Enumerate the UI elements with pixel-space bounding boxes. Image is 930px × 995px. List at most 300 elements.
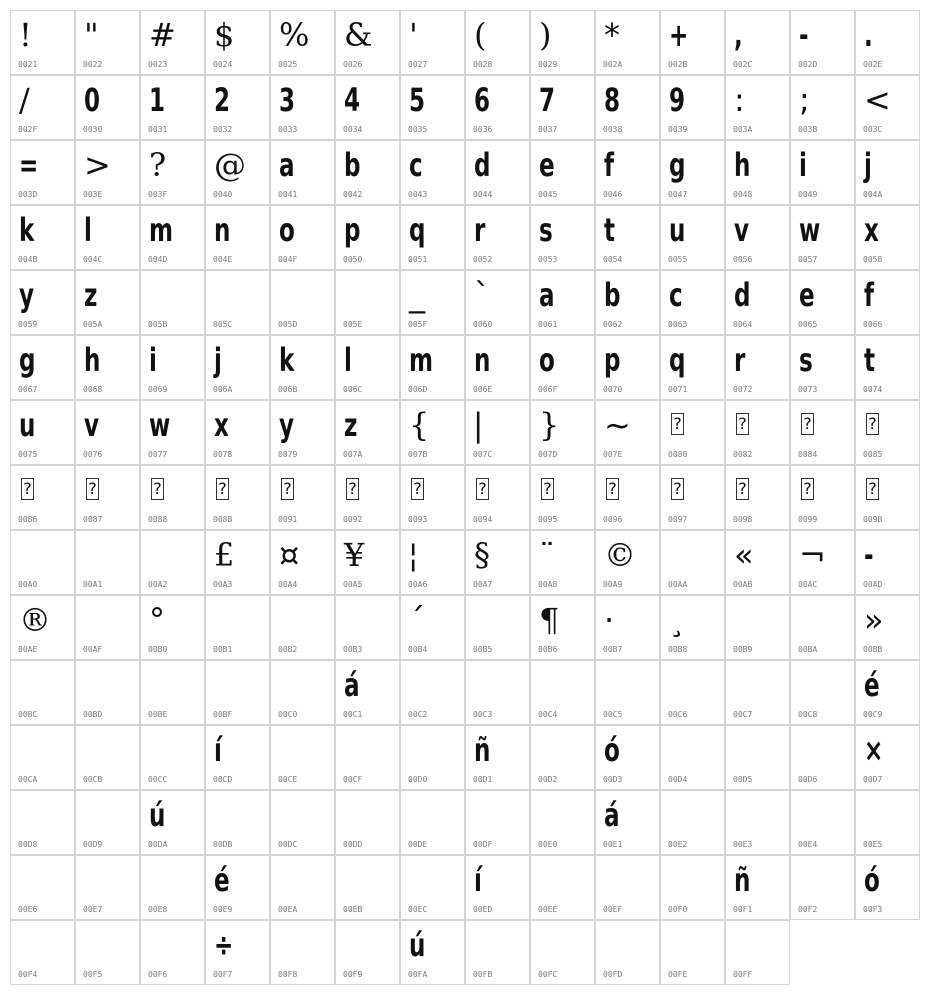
glyph-codepoint: 0034 (343, 125, 363, 134)
glyph-cell (595, 10, 660, 75)
glyph-sample: t (604, 211, 616, 249)
glyph-codepoint: 0041 (278, 190, 298, 199)
glyph-cell (140, 790, 205, 855)
glyph-cell (205, 205, 270, 270)
glyph-cell (10, 335, 75, 400)
glyph-sample: u (19, 406, 36, 444)
glyph-codepoint: 00C8 (798, 710, 818, 719)
glyph-sample: ÷ (214, 926, 234, 964)
glyph-cell (400, 335, 465, 400)
missing-glyph-box: ? (346, 478, 359, 500)
glyph-codepoint: 00DD (343, 840, 363, 849)
glyph-sample: í (474, 861, 482, 899)
glyph-codepoint: 0040 (213, 190, 233, 199)
glyph-sample: u (669, 211, 686, 249)
glyph-sample: n (214, 211, 231, 249)
glyph-codepoint: 0051 (408, 255, 428, 264)
glyph-cell (10, 140, 75, 205)
glyph-sample: · (604, 601, 615, 639)
glyph-cell (725, 530, 790, 595)
glyph-cell (270, 205, 335, 270)
glyph-codepoint: 00FC (538, 970, 558, 979)
glyph-codepoint: 005B (148, 320, 168, 329)
glyph-cell (660, 270, 725, 335)
glyph-sample: f (604, 146, 615, 184)
glyph-sample: y (19, 276, 35, 314)
glyph-codepoint: 00F6 (148, 970, 168, 979)
glyph-cell (465, 465, 530, 530)
glyph-codepoint: 006C (343, 385, 363, 394)
glyph-codepoint: 0024 (213, 60, 233, 69)
glyph-codepoint: 00CD (213, 775, 233, 784)
glyph-sample: § (474, 536, 490, 574)
glyph-cell (270, 595, 335, 660)
glyph-codepoint: 00CB (83, 775, 103, 784)
glyph-codepoint: 0042 (343, 190, 363, 199)
glyph-cell (660, 790, 725, 855)
glyph-codepoint: 007E (603, 450, 623, 459)
glyph-codepoint: 0060 (473, 320, 493, 329)
glyph-cell (75, 920, 140, 985)
glyph-codepoint: 00D6 (798, 775, 818, 784)
glyph-sample: c (669, 276, 683, 314)
glyph-cell (530, 920, 595, 985)
glyph-codepoint: 00D1 (473, 775, 493, 784)
glyph-cell (75, 10, 140, 75)
glyph-cell (465, 595, 530, 660)
glyph-cell (660, 75, 725, 140)
glyph-cell (790, 205, 855, 270)
glyph-sample: d (734, 276, 751, 314)
glyph-sample: k (279, 341, 295, 379)
glyph-codepoint: 0071 (668, 385, 688, 394)
glyph-cell (790, 270, 855, 335)
glyph-sample: j (214, 341, 222, 379)
glyph-codepoint: 00F0 (668, 905, 688, 914)
glyph-cell (75, 140, 140, 205)
glyph-codepoint: 00FE (668, 970, 688, 979)
glyph-sample: < (864, 81, 891, 119)
missing-glyph-box: ? (281, 478, 294, 500)
glyph-sample: a (539, 276, 555, 314)
glyph-cell (205, 400, 270, 465)
glyph-cell (10, 725, 75, 790)
glyph-sample: t (864, 341, 876, 379)
glyph-codepoint: 0026 (343, 60, 363, 69)
glyph-cell (140, 75, 205, 140)
glyph-codepoint: 00C0 (278, 710, 298, 719)
glyph-cell (335, 400, 400, 465)
glyph-codepoint: 00C2 (408, 710, 428, 719)
glyph-codepoint: 0027 (408, 60, 428, 69)
glyph-cell (595, 205, 660, 270)
glyph-cell (270, 855, 335, 920)
glyph-codepoint: 00D8 (18, 840, 38, 849)
glyph-cell (10, 400, 75, 465)
glyph-codepoint: 005D (278, 320, 298, 329)
glyph-codepoint: 00ED (473, 905, 493, 914)
glyph-cell (335, 855, 400, 920)
glyph-sample: = (19, 146, 39, 184)
glyph-cell (595, 400, 660, 465)
glyph-cell (530, 465, 595, 530)
glyph-codepoint: 0035 (408, 125, 428, 134)
glyph-cell (465, 790, 530, 855)
glyph-cell (75, 400, 140, 465)
glyph-codepoint: 00CA (18, 775, 38, 784)
glyph-codepoint: 00F4 (18, 970, 38, 979)
glyph-codepoint: 0080 (668, 450, 688, 459)
glyph-codepoint: 00E8 (148, 905, 168, 914)
glyph-codepoint: 0078 (213, 450, 233, 459)
glyph-codepoint: 0094 (473, 515, 493, 524)
glyph-cell (660, 660, 725, 725)
glyph-cell (790, 10, 855, 75)
missing-glyph-box: ? (86, 478, 99, 500)
glyph-codepoint: 00EB (343, 905, 363, 914)
glyph-cell (725, 595, 790, 660)
glyph-cell (270, 335, 335, 400)
glyph-sample: r (734, 341, 746, 379)
glyph-codepoint: 0093 (408, 515, 428, 524)
missing-glyph-box: ? (736, 478, 749, 500)
glyph-cell (10, 595, 75, 660)
glyph-codepoint: 00B5 (473, 645, 493, 654)
glyph-sample: ; (799, 81, 810, 119)
glyph-sample: - (864, 536, 874, 574)
glyph-codepoint: 00C1 (343, 710, 363, 719)
glyph-cell (855, 75, 920, 140)
glyph-sample: + (669, 16, 689, 54)
glyph-cell (530, 270, 595, 335)
missing-glyph-box: ? (671, 413, 684, 435)
glyph-cell (400, 530, 465, 595)
glyph-cell (855, 335, 920, 400)
glyph-cell (530, 790, 595, 855)
glyph-sample: 5 (409, 81, 426, 119)
glyph-codepoint: 0058 (863, 255, 883, 264)
glyph-sample: i (799, 146, 807, 184)
glyph-cell (725, 400, 790, 465)
glyph-sample: 8 (604, 81, 621, 119)
glyph-codepoint: 00B4 (408, 645, 428, 654)
glyph-cell (465, 920, 530, 985)
glyph-sample: x (864, 211, 879, 249)
glyph-codepoint: 00C9 (863, 710, 883, 719)
glyph-cell (595, 855, 660, 920)
glyph-sample: ¸ (669, 601, 685, 639)
glyph-sample: ° (149, 601, 165, 639)
glyph-sample: í (214, 731, 222, 769)
glyph-codepoint: 00AE (18, 645, 38, 654)
glyph-cell (205, 140, 270, 205)
glyph-codepoint: 004E (213, 255, 233, 264)
glyph-cell (270, 530, 335, 595)
glyph-codepoint: 00DE (408, 840, 428, 849)
glyph-sample: d (474, 146, 491, 184)
glyph-cell (400, 790, 465, 855)
glyph-cell (400, 400, 465, 465)
glyph-sample: ó (864, 861, 880, 899)
glyph-codepoint: 00D7 (863, 775, 883, 784)
glyph-sample: é (864, 666, 880, 704)
glyph-sample: 0 (84, 81, 101, 119)
glyph-codepoint: 00DF (473, 840, 493, 849)
glyph-cell (140, 660, 205, 725)
glyph-cell (270, 920, 335, 985)
missing-glyph-box: ? (606, 478, 619, 500)
glyph-cell (855, 660, 920, 725)
glyph-sample: } (539, 406, 560, 444)
glyph-cell (75, 465, 140, 530)
glyph-codepoint: 00D4 (668, 775, 688, 784)
glyph-sample: ~ (604, 406, 631, 444)
glyph-codepoint: 004F (278, 255, 298, 264)
glyph-sample: ñ (734, 861, 751, 899)
glyph-codepoint: 0068 (83, 385, 103, 394)
glyph-codepoint: 00DB (213, 840, 233, 849)
glyph-cell (140, 10, 205, 75)
glyph-cell (270, 270, 335, 335)
glyph-cell (75, 595, 140, 660)
glyph-cell (270, 10, 335, 75)
glyph-codepoint: 00A3 (213, 580, 233, 589)
glyph-cell (790, 530, 855, 595)
glyph-cell (75, 270, 140, 335)
glyph-codepoint: 00B8 (668, 645, 688, 654)
missing-glyph-box: ? (671, 478, 684, 500)
glyph-cell (530, 595, 595, 660)
glyph-codepoint: 00EC (408, 905, 428, 914)
glyph-cell (205, 595, 270, 660)
glyph-cell (75, 660, 140, 725)
glyph-cell (530, 530, 595, 595)
glyph-sample: h (84, 341, 101, 379)
glyph-codepoint: 0055 (668, 255, 688, 264)
glyph-codepoint: 002F (18, 125, 38, 134)
glyph-codepoint: 0033 (278, 125, 298, 134)
glyph-cell (140, 465, 205, 530)
glyph-cell (595, 725, 660, 790)
glyph-codepoint: 00CC (148, 775, 168, 784)
glyph-sample: v (84, 406, 100, 444)
glyph-cell (855, 530, 920, 595)
missing-glyph-box: ? (801, 478, 814, 500)
glyph-cell (140, 530, 205, 595)
glyph-codepoint: 0085 (863, 450, 883, 459)
glyph-sample: . (864, 16, 873, 54)
glyph-sample: o (539, 341, 555, 379)
glyph-codepoint: 00C3 (473, 710, 493, 719)
glyph-codepoint: 00F1 (733, 905, 753, 914)
glyph-codepoint: 005C (213, 320, 233, 329)
glyph-cell (400, 595, 465, 660)
glyph-cell (140, 855, 205, 920)
glyph-cell (660, 400, 725, 465)
glyph-sample: 7 (539, 81, 556, 119)
glyph-cell (205, 725, 270, 790)
glyph-sample: c (409, 146, 423, 184)
glyph-sample: w (149, 406, 171, 444)
glyph-codepoint: 00E7 (83, 905, 103, 914)
glyph-cell (400, 10, 465, 75)
glyph-cell (660, 335, 725, 400)
glyph-sample: ó (604, 731, 620, 769)
glyph-sample: ú (149, 796, 166, 834)
glyph-cell (335, 790, 400, 855)
glyph-cell (790, 855, 855, 920)
glyph-cell (335, 920, 400, 985)
glyph-codepoint: 0066 (863, 320, 883, 329)
glyph-codepoint: 00D5 (733, 775, 753, 784)
glyph-codepoint: 007D (538, 450, 558, 459)
glyph-codepoint: 00BB (863, 645, 883, 654)
glyph-codepoint: 00C7 (733, 710, 753, 719)
glyph-sample: b (604, 276, 621, 314)
glyph-codepoint: 0063 (668, 320, 688, 329)
glyph-codepoint: 00FA (408, 970, 428, 979)
glyph-codepoint: 00AC (798, 580, 818, 589)
glyph-sample: m (149, 211, 174, 249)
glyph-sample: ' (409, 16, 418, 54)
glyph-cell (725, 205, 790, 270)
glyph-sample: x (214, 406, 229, 444)
glyph-cell (595, 465, 660, 530)
glyph-cell (140, 270, 205, 335)
glyph-codepoint: 006A (213, 385, 233, 394)
glyph-codepoint: 00A0 (18, 580, 38, 589)
glyph-cell (75, 855, 140, 920)
glyph-sample: m (409, 341, 434, 379)
glyph-cell (530, 205, 595, 270)
glyph-cell (660, 855, 725, 920)
glyph-codepoint: 0052 (473, 255, 493, 264)
glyph-codepoint: 00A6 (408, 580, 428, 589)
glyph-codepoint: 0054 (603, 255, 623, 264)
glyph-codepoint: 00E3 (733, 840, 753, 849)
glyph-codepoint: 00EA (278, 905, 298, 914)
glyph-cell (595, 270, 660, 335)
glyph-codepoint: 00F3 (863, 905, 883, 914)
glyph-sample: k (19, 211, 35, 249)
glyph-codepoint: 00B0 (148, 645, 168, 654)
glyph-cell (595, 530, 660, 595)
glyph-codepoint: 0099 (798, 515, 818, 524)
missing-glyph-box: ? (411, 478, 424, 500)
glyph-sample: z (344, 406, 358, 444)
glyph-cell (335, 530, 400, 595)
glyph-sample: é (214, 861, 230, 899)
glyph-codepoint: 00A2 (148, 580, 168, 589)
glyph-cell (855, 790, 920, 855)
glyph-sample: 1 (149, 81, 166, 119)
glyph-cell (335, 140, 400, 205)
glyph-cell (725, 790, 790, 855)
glyph-sample: z (84, 276, 98, 314)
glyph-cell (595, 660, 660, 725)
glyph-cell (465, 140, 530, 205)
glyph-codepoint: 00B3 (343, 645, 363, 654)
glyph-cell (660, 595, 725, 660)
glyph-codepoint: 00E4 (798, 840, 818, 849)
glyph-codepoint: 0049 (798, 190, 818, 199)
glyph-codepoint: 0048 (733, 190, 753, 199)
glyph-codepoint: 00BD (83, 710, 103, 719)
glyph-sample: 4 (344, 81, 361, 119)
glyph-cell (725, 660, 790, 725)
glyph-codepoint: 002E (863, 60, 883, 69)
glyph-codepoint: 00BF (213, 710, 233, 719)
glyph-codepoint: 00CF (343, 775, 363, 784)
glyph-codepoint: 0067 (18, 385, 38, 394)
glyph-codepoint: 00A1 (83, 580, 103, 589)
glyph-cell (335, 10, 400, 75)
glyph-codepoint: 00D0 (408, 775, 428, 784)
glyph-cell (530, 335, 595, 400)
glyph-cell (855, 270, 920, 335)
glyph-codepoint: 0029 (538, 60, 558, 69)
glyph-codepoint: 00FB (473, 970, 493, 979)
glyph-cell (790, 790, 855, 855)
glyph-sample: » (864, 601, 884, 639)
glyph-cell (595, 920, 660, 985)
missing-glyph-box: ? (151, 478, 164, 500)
glyph-codepoint: 00AA (668, 580, 688, 589)
glyph-sample: g (19, 341, 36, 379)
glyph-codepoint: 003A (733, 125, 753, 134)
glyph-cell (660, 205, 725, 270)
glyph-codepoint: 00DA (148, 840, 168, 849)
glyph-sample: > (84, 146, 111, 184)
glyph-cell (205, 920, 270, 985)
glyph-cell (10, 530, 75, 595)
glyph-codepoint: 0072 (733, 385, 753, 394)
glyph-cell (335, 660, 400, 725)
glyph-codepoint: 00C6 (668, 710, 688, 719)
glyph-cell (335, 270, 400, 335)
missing-glyph-box: ? (801, 413, 814, 435)
glyph-codepoint: 0076 (83, 450, 103, 459)
glyph-codepoint: 002B (668, 60, 688, 69)
glyph-codepoint: 005A (83, 320, 103, 329)
glyph-codepoint: 0044 (473, 190, 493, 199)
glyph-sample: 9 (669, 81, 686, 119)
glyph-sample: & (344, 16, 373, 54)
glyph-cell (335, 465, 400, 530)
glyph-sample: ¶ (539, 601, 560, 639)
glyph-sample: w (799, 211, 821, 249)
glyph-codepoint: 0043 (408, 190, 428, 199)
glyph-cell (75, 530, 140, 595)
glyph-codepoint: 0061 (538, 320, 558, 329)
glyph-sample: e (799, 276, 815, 314)
glyph-codepoint: 00AB (733, 580, 753, 589)
glyph-sample: × (864, 731, 884, 769)
glyph-cell (140, 595, 205, 660)
glyph-codepoint: 003B (798, 125, 818, 134)
glyph-cell (465, 75, 530, 140)
glyph-sample: ¨ (539, 536, 555, 574)
glyph-cell (530, 660, 595, 725)
glyph-codepoint: 0047 (668, 190, 688, 199)
glyph-cell (400, 270, 465, 335)
glyph-codepoint: 00FF (733, 970, 753, 979)
glyph-codepoint: 00E9 (213, 905, 233, 914)
glyph-codepoint: 00D2 (538, 775, 558, 784)
glyph-codepoint: 0038 (603, 125, 623, 134)
glyph-codepoint: 0082 (733, 450, 753, 459)
glyph-sample: á (604, 796, 620, 834)
